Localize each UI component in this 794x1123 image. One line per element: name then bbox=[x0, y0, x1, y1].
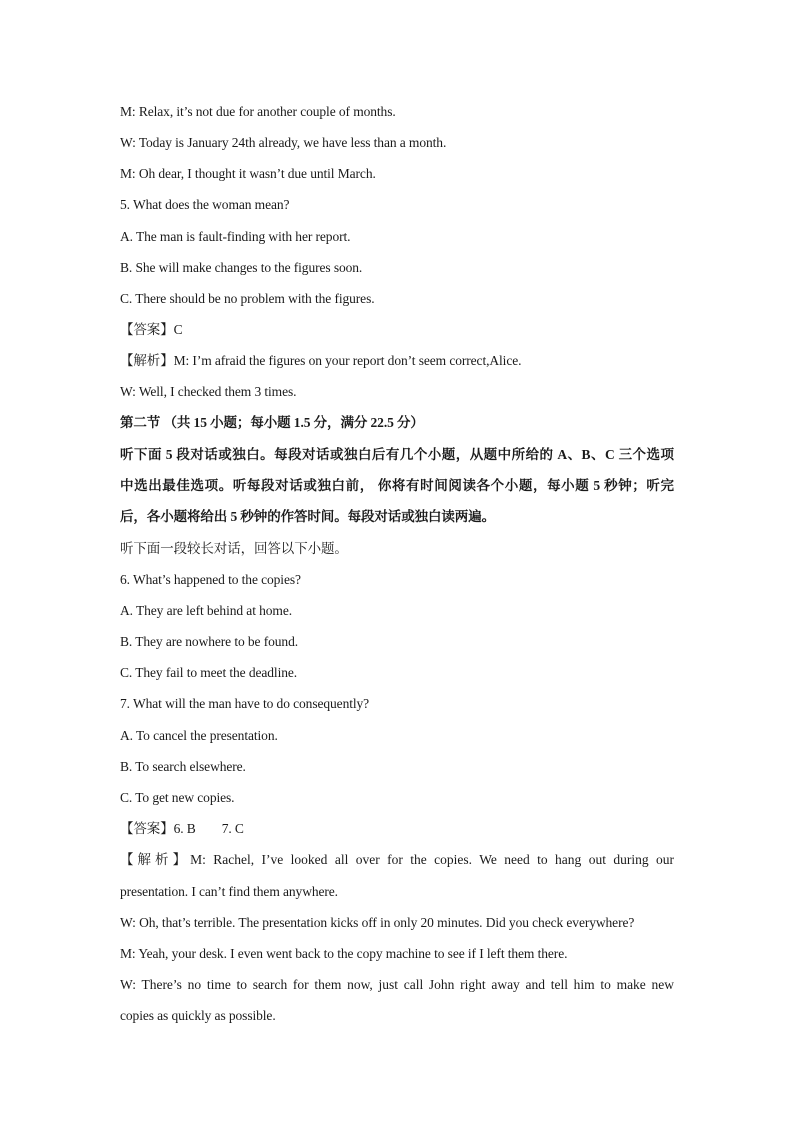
instructions-line: 后，各小题将给出 5 秒钟的作答时间。每段对话或独白读两遍。 bbox=[120, 509, 495, 524]
option-b: B. She will make changes to the figures soon. bbox=[120, 260, 363, 275]
option-c: C. To get new copies. bbox=[120, 790, 235, 805]
dialogue-line: M: Yeah, your desk. I even went back to the copy machine to see if I left them there. bbox=[120, 946, 568, 961]
dialogue-line: presentation. I can’t find them anywhere. bbox=[120, 884, 338, 899]
option-a: A. They are left behind at home. bbox=[120, 603, 292, 618]
dialogue-line: W: Today is January 24th already, we have less than a month. bbox=[120, 135, 447, 150]
answer-6: 【答案】6. B bbox=[120, 821, 196, 836]
option-c: C. They fail to meet the deadline. bbox=[120, 665, 298, 680]
option-b: B. They are nowhere to be found. bbox=[120, 634, 298, 649]
section-intro: 听下面一段较长对话，回答以下小题。 bbox=[120, 541, 348, 556]
dialogue-line: M: Relax, it’s not due for another couple of months. bbox=[120, 104, 396, 119]
analysis-line: 【解析】M: I’m afraid the figures on your report don’t seem correct,Alice. bbox=[120, 353, 522, 368]
question-5: 5. What does the woman mean? bbox=[120, 197, 290, 212]
dialogue-line: W: There’s no time to search for them now, just call John right away and tell him to make new bbox=[120, 977, 674, 992]
dialogue-line: M: Oh dear, I thought it wasn’t due until March. bbox=[120, 166, 376, 181]
section-heading: 第二节 （共 15 小题；每小题 1.5 分，满分 22.5 分） bbox=[120, 415, 424, 430]
question-7: 7. What will the man have to do consequently? bbox=[120, 696, 370, 711]
answer-line: 【答案】C bbox=[120, 322, 183, 337]
dialogue-line: copies as quickly as possible. bbox=[120, 1008, 276, 1023]
dialogue-line: W: Well, I checked them 3 times. bbox=[120, 384, 297, 399]
option-a: A. The man is fault-finding with her report. bbox=[120, 229, 351, 244]
instructions-line: 中选出最佳选项。听每段对话或独白前， 你将有时间阅读各个小题，每小题 5 秒钟；听完 bbox=[120, 478, 674, 493]
question-6: 6. What’s happened to the copies? bbox=[120, 572, 301, 587]
answer-7: 7. C bbox=[221, 821, 244, 836]
option-a: A. To cancel the presentation. bbox=[120, 728, 278, 743]
instructions-line: 听下面 5 段对话或独白。每段对话或独白后有几个小题，从题中所给的 A、B、C 三个选项 bbox=[120, 447, 674, 462]
analysis-line: 【解析】M: Rachel, I’ve looked all over for the copies. We need to hang out during our bbox=[120, 852, 674, 867]
option-b: B. To search elsewhere. bbox=[120, 759, 246, 774]
answer-line bbox=[120, 820, 244, 838]
option-c: C. There should be no problem with the figures. bbox=[120, 291, 375, 306]
dialogue-line: W: Oh, that’s terrible. The presentation kicks off in only 20 minutes. Did you check everywhere? bbox=[120, 915, 635, 930]
